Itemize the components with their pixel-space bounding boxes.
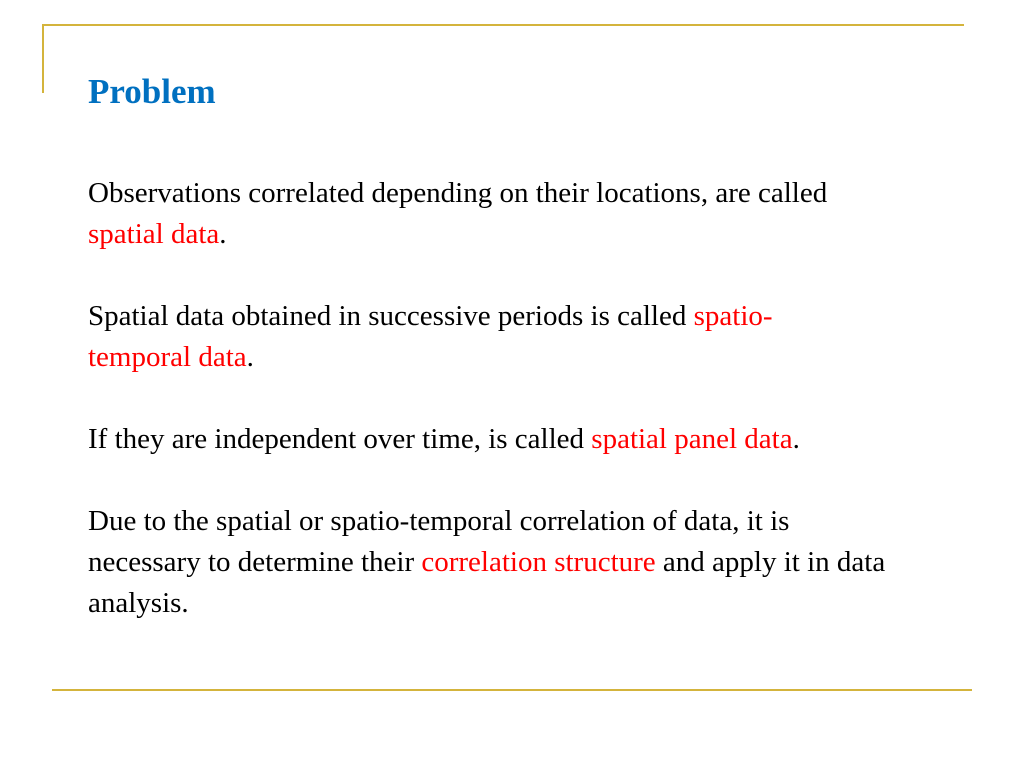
paragraph-text: Spatial data obtained in successive periods is called	[88, 300, 694, 332]
bottom-rule	[52, 689, 972, 691]
paragraph-text: Observations correlated depending on their locations, are called	[88, 177, 828, 209]
paragraph-spatial-panel-data	[88, 419, 978, 460]
paragraph-correlation-structure	[88, 501, 978, 624]
highlight-term: spatial panel data	[591, 423, 793, 455]
highlight-term: temporal data	[88, 341, 247, 373]
highlight-term: spatio-	[693, 300, 773, 332]
paragraph-text: .	[792, 423, 800, 455]
paragraph-spatial-data	[88, 173, 978, 255]
paragraph-text: Due to the spatial or spatio-temporal correlation of data, it is	[88, 505, 790, 537]
highlight-term: correlation structure	[421, 546, 656, 578]
paragraph-text: If they are independent over time, is called	[88, 423, 592, 455]
highlight-term: spatial data	[88, 218, 220, 250]
paragraph-text: .	[246, 341, 254, 373]
paragraph-spatio-temporal-data	[88, 296, 978, 378]
left-rule	[42, 24, 44, 93]
top-rule	[42, 24, 964, 26]
slide-body	[88, 173, 978, 665]
paragraph-text: and apply it in data analysis.	[88, 546, 886, 619]
paragraph-text: .	[219, 218, 227, 250]
paragraph-text: necessary to determine their	[88, 546, 422, 578]
slide-title: Problem	[88, 72, 216, 111]
